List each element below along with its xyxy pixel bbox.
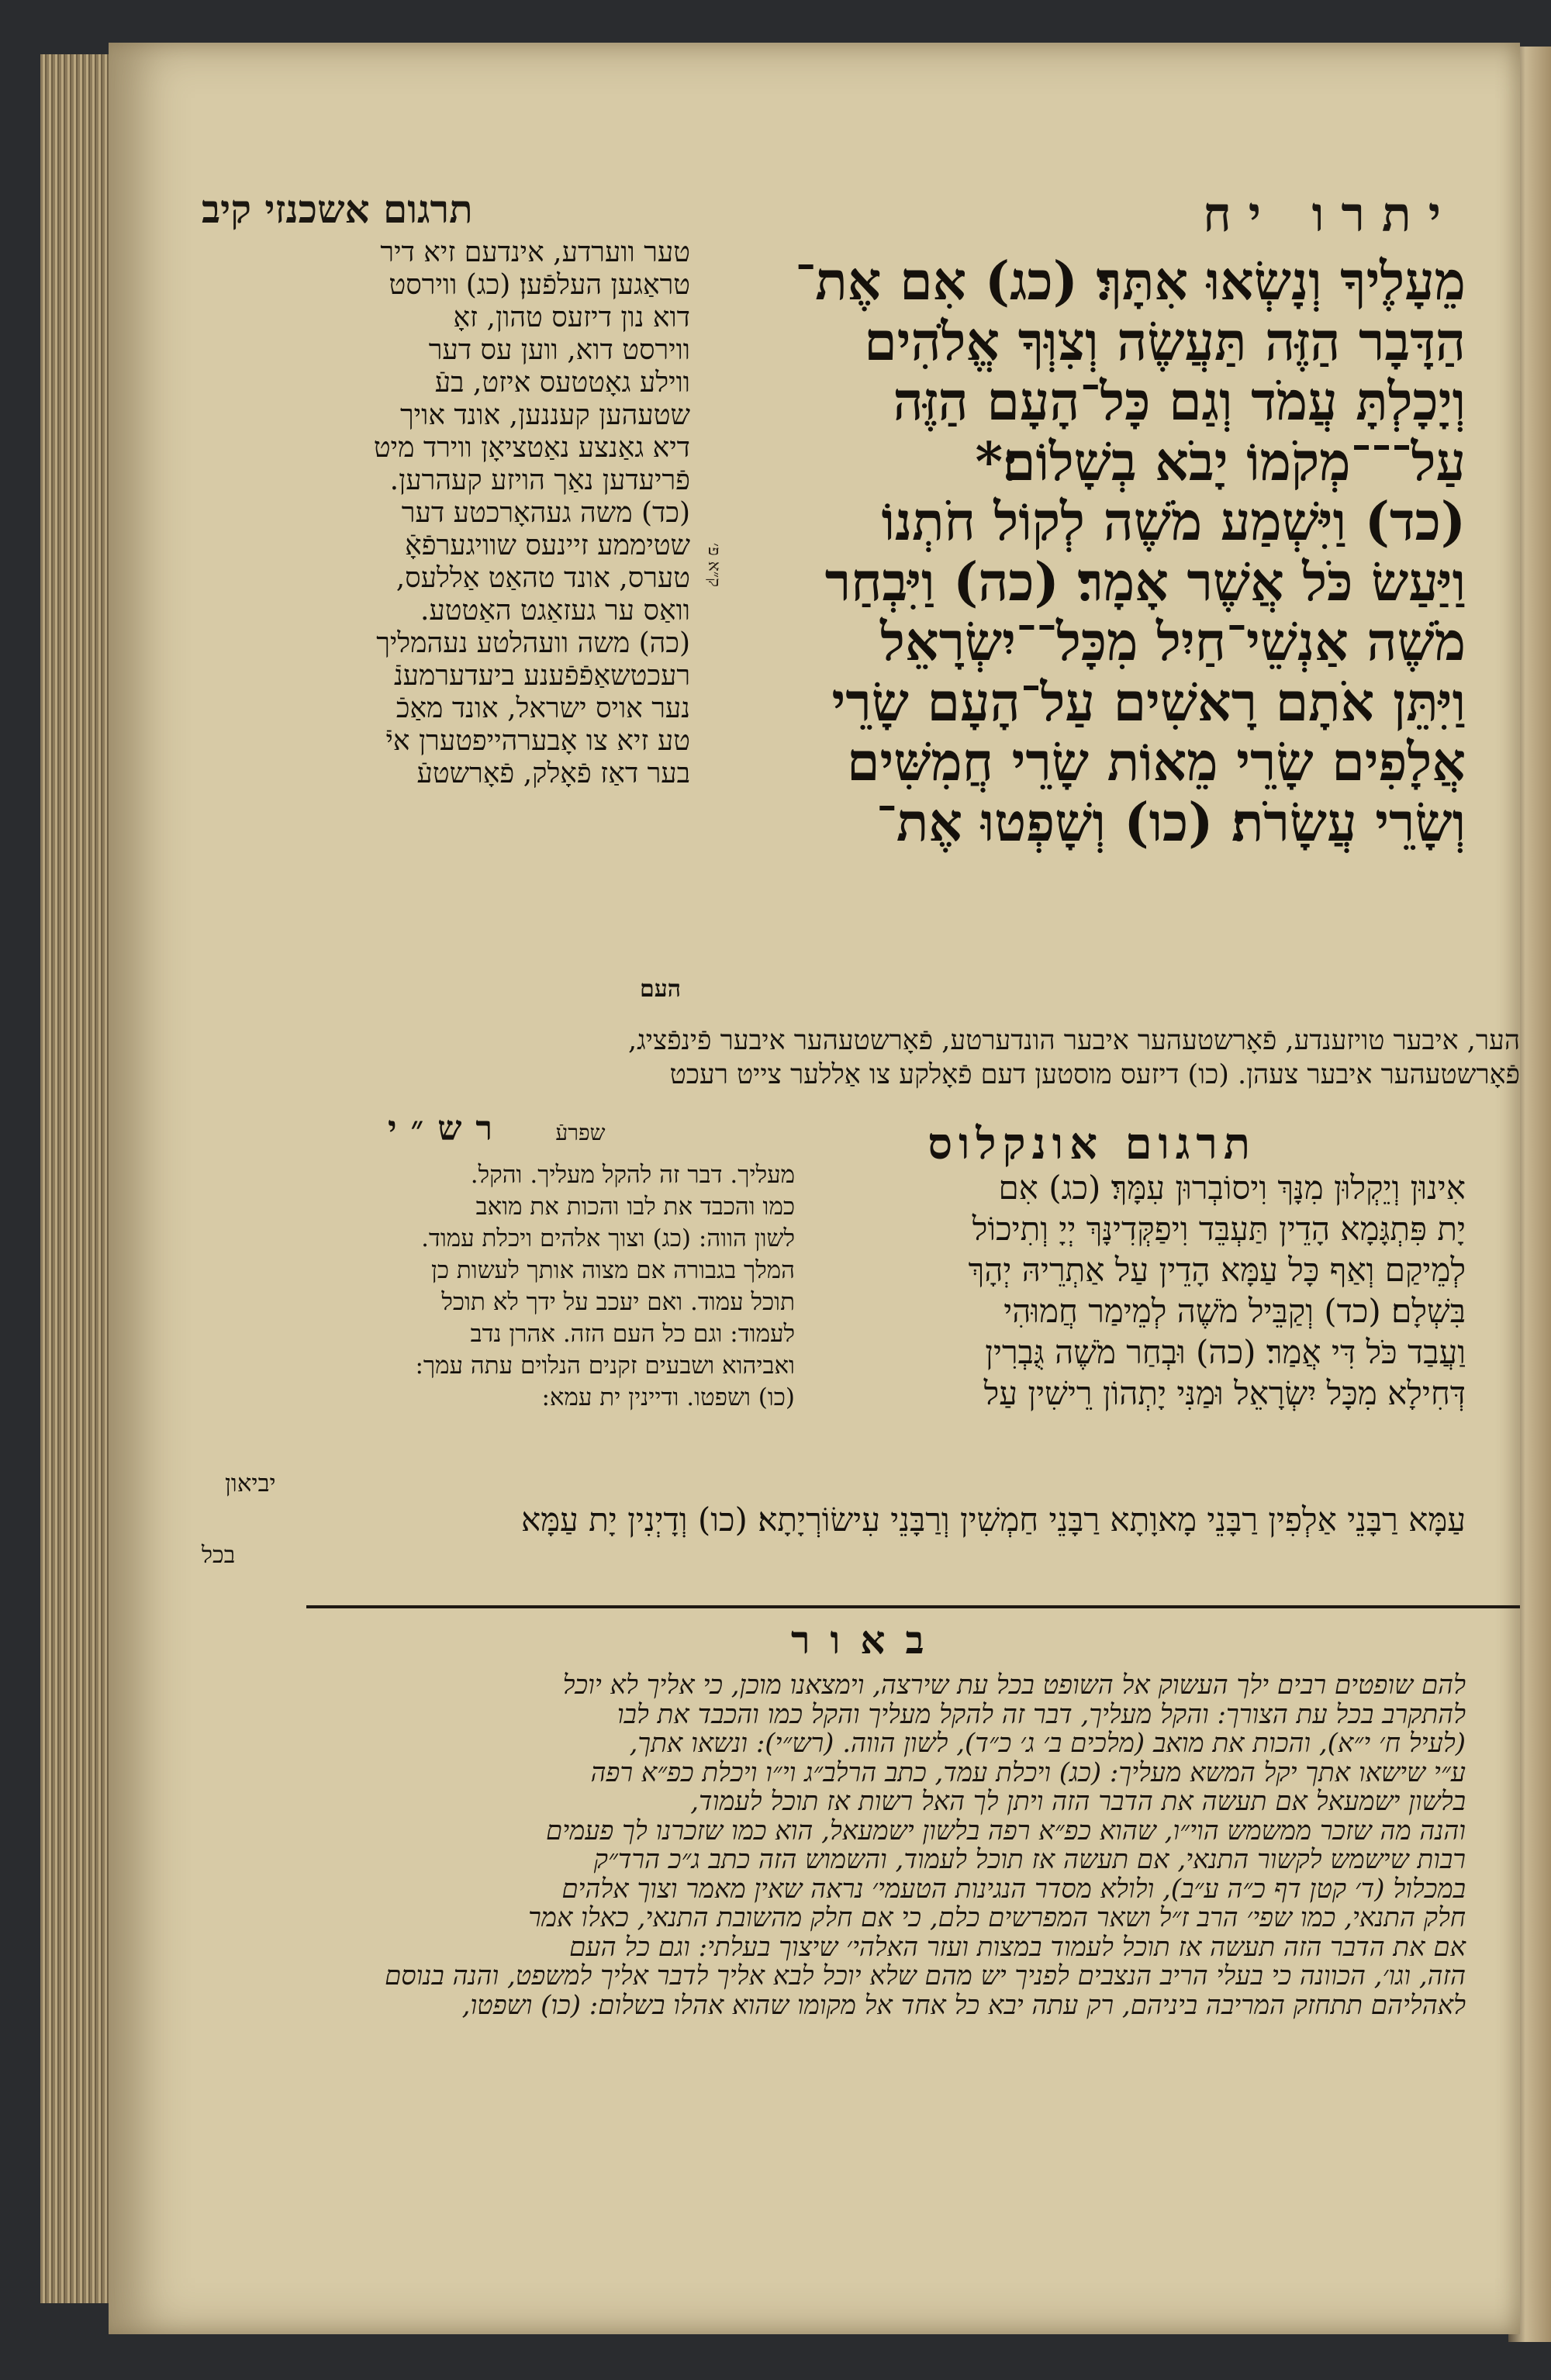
biur-line: רבות שישמש לקשור התנאי, אם תעשה אז תוכל לעמוד, והשמוש הזה כתב ג״כ הרד״ק <box>593 1844 1466 1875</box>
running-head-parsha: יתרו יח <box>1203 186 1458 243</box>
yiddish-line: טע זיא צו אָבערהייפטערן איֿ <box>385 725 690 757</box>
rashi-line: המלך בגבורה אם מצוה אותך לעשות כן <box>430 1256 795 1284</box>
book-page-edges <box>40 54 110 2303</box>
torah-line: מֹשֶׁה אַנְשֵׁי־חַיִל מִכָּל־־יִשְׂרָאֵל <box>880 611 1466 673</box>
onkelos-heading: תרגום אונקלוס <box>927 1118 1256 1169</box>
torah-line: הַדָּבָר הַזֶּה תַּעֲשֶׂה וְצִוְּךָ אֱלֹהִים <box>864 310 1466 373</box>
yiddish-line: רעכטשאַפֿפֿענע ביעדערמענֿ <box>393 660 690 692</box>
yiddish-line: שטעהען קעננען, אונד אויך <box>399 399 690 431</box>
torah-line: עַל־־־מְקֹמוֹ יָבֹא בְשָׁלוֹם׃* <box>975 430 1466 493</box>
torah-line: וַיַּעַשׂ כֹּל אֲשֶׁר אָמָר׃ (כה) וַיִּבְחַר <box>824 551 1466 613</box>
onkelos-line: לְמֵיקַם וְאַף כָּל עַמָּא הָדֵין עַל אַתְרֵיהּ יְהָךְ <box>968 1251 1466 1289</box>
biur-line: והנה מה שזכר ממשמש הוי״ו, שהוא כפ״א רפה בלשון ישמעאל, הוא כמו שזכרנו לך פעמים <box>546 1815 1466 1846</box>
rashi-commentary <box>202 1159 795 1414</box>
yiddish-full-width <box>202 1024 1520 1092</box>
onkelos-catchword: בכל <box>202 1542 236 1569</box>
yiddish-line: טער ווערדע, אינדעם זיא דיר <box>380 237 690 268</box>
onkelos-targum <box>799 1167 1466 1414</box>
torah-text-block <box>744 252 1466 853</box>
biur-commentary <box>225 1671 1466 2020</box>
rashi-line: לעמוד: וגם כל העם הזה. אהרן נדב <box>470 1320 795 1348</box>
biur-heading: באור <box>791 1617 945 1663</box>
running-head-page: תרגום אשכנזי קיב <box>202 186 473 232</box>
yiddish-line: פֿריעדען נאַך הויזע קעהרען. <box>389 465 690 496</box>
biur-line: להתקרב בכל עת הצורך: והקל מעליך, דבר זה להקל מעליך והקל כמו והכבד את לבו <box>617 1698 1466 1730</box>
torah-line: מֵעָלֶיךָ וְנָשְׂאוּ אִתָּךְ׃ (כג) אִם אֶת־ <box>795 250 1466 313</box>
margin-note: ק״א פ׳ <box>704 543 724 587</box>
rashi-title: רש״י <box>388 1109 507 1149</box>
yiddish-line: וואַס ער געזאַגט האַטטע. <box>420 595 690 627</box>
section-divider <box>306 1605 1520 1608</box>
rashi-end-word: שפרעֿ <box>555 1120 606 1145</box>
yiddish-line: שטיממע זיינעס שוויגערפֿאָֿ <box>405 530 690 561</box>
yiddish-line: הער, איבער טויזענדע, פֿאָרשטעהער איבער הונדערטע, פֿאָרשטעהער איבער פֿינפֿציג, <box>628 1025 1520 1056</box>
biur-line: אם את הדבר הזה תעשה אז תוכל לעמוד במצות ועזר האלהי׳ שיצוך בעלתי: וגם כל העם <box>569 1931 1466 1963</box>
torah-line: (כד) וַיִּשְׁמַע מֹשֶׁה לְקוֹל חֹתְנוֹ <box>881 491 1466 553</box>
rashi-line: (כו) ושפטו. ודיינין ית עמא: <box>541 1383 795 1411</box>
biur-line: להם שופטים רבים ילך העשוק אל השופט בכל עת שירצה, וימצאנו מוכן, כי אליך לא יוכל <box>562 1670 1466 1701</box>
yiddish-line: ווירסט דוא, ווען עס דער <box>428 334 690 366</box>
onkelos-line: בִּשְׁלָם׃ (כד) וְקַבֵּיל מֹשֶׁה לְמֵימַר חֲמוּהִי <box>1003 1292 1466 1330</box>
yiddish-line: פֿאָרשטעהער איבער צעהן. (כו) דיזעס מוסטען דעם פֿאָלקע צו אַללער צייט רעכט <box>669 1059 1520 1090</box>
torah-line: וַיִּתֵּן אֹתָם רָאשִׁים עַל־הָעָם שָׂרֵי <box>831 671 1466 734</box>
yiddish-line: דוא נון דיזעס טהון, זאָ <box>453 302 690 333</box>
yiddish-line: טראַגען העלפֿען׃ (כג) ווירסט <box>389 269 690 301</box>
torah-catchword: העם <box>640 976 681 1003</box>
torah-line: אֲלָפִים שָׂרֵי מֵאוֹת שָׂרֵי חֲמִשִּׁים <box>847 731 1466 793</box>
onkelos-line: יָת פִּתְגָּמָא הָדֵין תַּעְבֵּד וִיפַקְּדִינָּךְ יְיָ וְתִיכוֹל <box>972 1210 1466 1248</box>
rashi-line: מעליך. דבר זה להקל מעליך. והקל. <box>470 1161 795 1189</box>
biur-line: (לעיל ח׳ י״א), והכות את מואב (מלכים ב׳ ג׳ כ״ד), לשון הווה. (רש״י): ונשאו אתך, <box>629 1728 1466 1759</box>
yiddish-line: ווילע גאָטטעס איזט, בעֿ <box>434 367 690 399</box>
biur-line: הזה, וגו׳, הכוונה כי בעלי הריב הנצבים לפניך יש מהם שלא יוכל לבא אליך לדבר אליך למשפט, והנה בנוסם <box>385 1960 1466 1991</box>
rashi-catchword: יביאון <box>225 1470 276 1497</box>
yiddish-line: (כה) משה וועהלטע נעהמליך <box>376 627 690 659</box>
biur-line: ע״י שישאו אתך יקל המשא מעליך: (כג) ויכלת עמד, כתב הרלב״ג וי״ו ויכלת כפ״א רפה <box>590 1757 1466 1788</box>
torah-line: וְשָׂרֵי עֲשָׂרֹת׃ (כו) וְשָׁפְטוּ אֶת־ <box>876 791 1466 854</box>
biur-line: במכלול (ד׳ קטן דף כ״ה ע״ב), ולולא מסדר הנגינות הטעמי׳ נראה שאין מאמר וצוך אלהים <box>561 1873 1466 1905</box>
yiddish-line: בער דאַז פֿאָלק, פֿאָרשטעֿ <box>416 758 690 789</box>
onkelos-line: דְּחִילָא מִכָּל יִשְׂרָאֵל וּמַנִּי יָתְהוֹן רֵישִׁין עַל <box>983 1374 1466 1412</box>
yiddish-line: דיא גאַנצע נאַטציאָן ווירד מיט <box>373 432 690 464</box>
biur-line: לאהליהם תתחזק המריבה ביניהם, רק עתה יבא כל אחד אל מקומו שהוא אהלו בשלום: (כו) ושפטו, <box>461 1989 1466 2021</box>
onkelos-tail-line: עַמָּא רַבָּנֵי אַלְפִין רַבָּנֵי מָאוָתָא רַבָּנֵי חַמְשִׁין וְרַבָּנֵי עִישׂוֹרְיָתָא׃ (כו) וְדָיְנִין יָת עַמָּא <box>520 1501 1466 1539</box>
yiddish-line: נער אויס ישראל, אונד מאַכֿ <box>396 693 690 724</box>
biur-line: בלשון ישמעאל אם תעשה את הדבר הזה ויתן לך האל רשות אז תוכל לעמוד, <box>690 1786 1466 1817</box>
onkelos-line: וַעֲבַד כֹּל דִּי אֲמַר׃ (כה) וּבְחַר מֹשֶׁה גֻּבְרִין <box>985 1333 1466 1371</box>
rashi-line: תוכל עמוד. ואם יעכב על ידך לא תוכל <box>441 1288 795 1316</box>
torah-line: וְיָכָלְתָּ עֲמֹד וְגַם כָּל־הָעָם הַזֶּה <box>893 371 1466 433</box>
rashi-line: ואביהוא ושבעים זקנים הנלוים עתה עמך: <box>415 1352 795 1380</box>
yiddish-line: טערס, אונד טהאַט אַללעס, <box>396 562 690 594</box>
rashi-line: כמו והכבד את לבו והכות את מואב <box>475 1193 795 1221</box>
rashi-line: לשון הווה: (כג) וצוך אלהים ויכלת עמוד. <box>421 1225 795 1252</box>
yiddish-line: (כד) משה געהאָרכטע דער <box>401 497 690 529</box>
onkelos-line: אִינוּן וְיֵקְלוּן מִנָּךְ וִיסוֹבְרוּן עִמָּךְ׃ (כג) אִם <box>998 1169 1466 1207</box>
rashi-heading <box>388 1109 605 1149</box>
biur-line: חלק התנאי, כמו שפי׳ הרב ז״ל ושאר המפרשים כלם, כי אם חלק מהשובת התנאי, כאלו אמר <box>528 1902 1466 1933</box>
yiddish-translation-column <box>202 237 690 790</box>
